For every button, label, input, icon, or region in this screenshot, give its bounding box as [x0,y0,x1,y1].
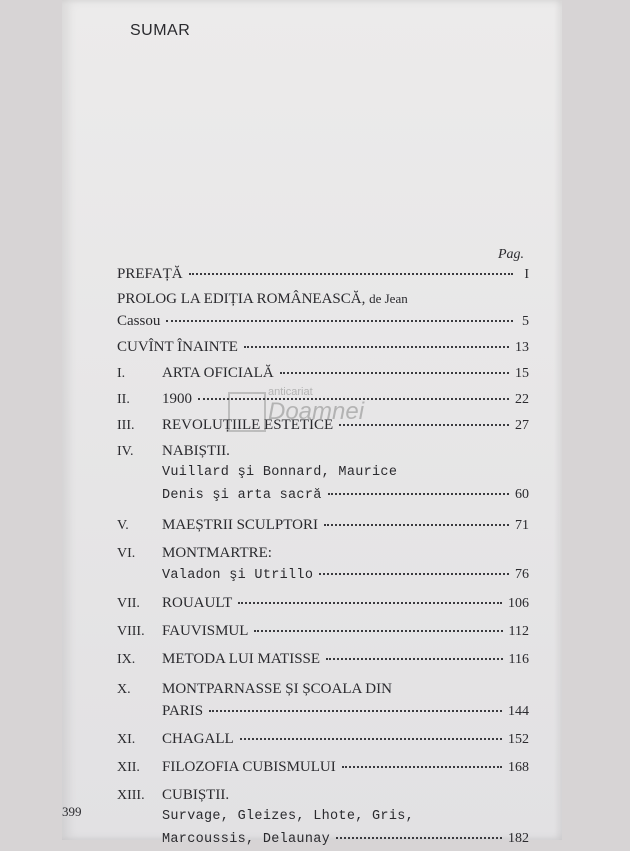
toc-entry [117,542,529,586]
entry-title: NABIȘTII. [162,443,230,459]
toc-entry [117,362,529,384]
toc-entry [117,336,529,358]
dot-leader [280,372,509,374]
entry-title-continued: PARIS [162,703,204,719]
toc-entry [117,756,529,778]
dot-leader [342,766,502,768]
entry-page: 5 [522,314,529,329]
entry-subtitle: Marcoussis, Delaunay [162,832,331,847]
entry-page: 13 [515,340,529,355]
entry-title: CUVÎNT ÎNAINTE [117,339,238,355]
entry-subtitle: Survage, Gleizes, Lhote, Gris, [162,809,415,824]
toc-entry [117,620,529,642]
entry-page: 27 [515,418,529,433]
toc-entry [117,784,529,850]
dot-leader [166,320,513,322]
entry-page: 22 [515,392,529,407]
dot-leader [328,493,509,495]
entry-number: IX. [117,652,136,667]
entry-number: VIII. [117,624,145,639]
entry-number: III. [117,418,135,433]
page-number-footer: 399 [62,804,82,819]
entry-title: CHAGALL [162,731,234,747]
entry-page: 182 [508,831,529,846]
entry-number: XI. [117,732,136,747]
entry-page: 112 [508,624,529,639]
entry-title: PREFAȚĂ [117,266,183,282]
entry-page: I [524,267,529,282]
toc-entry [117,648,529,670]
entry-number: XII. [117,760,140,775]
dot-leader [339,424,509,426]
entry-number: IV. [117,444,134,459]
dot-leader [238,602,502,604]
toc-entry [117,678,529,722]
dot-leader [209,710,502,712]
entry-title: 1900 [162,391,192,407]
dot-leader [244,346,509,348]
toc-entry [117,514,529,536]
entry-subtitle: Vuillard şi Bonnard, Maurice [162,465,398,480]
toc-entry [117,414,529,436]
entry-title: FAUVISMUL [162,623,249,639]
entry-title: FILOZOFIA CUBISMULUI [162,759,336,775]
toc-entry [117,728,529,750]
entry-page: 71 [515,518,529,533]
entry-title-continued: Cassou [117,313,161,329]
dot-leader [189,273,513,275]
entry-number: VII. [117,596,140,611]
entry-page: 76 [515,567,529,582]
contents-heading: SUMAR [130,22,191,39]
entry-subtitle: Valadon şi Utrillo [162,568,314,583]
toc-entry [117,388,529,410]
entry-page: 60 [515,487,529,502]
toc-entry [117,592,529,614]
entry-title: CUBIȘTII. [162,787,230,803]
entry-subtitle: Denis şi arta sacră [162,488,322,503]
entry-page: 152 [508,732,529,747]
toc-entry [117,440,529,506]
entry-page: 106 [508,596,529,611]
entry-number: X. [117,682,131,697]
entry-page: 15 [515,366,529,381]
dot-leader [324,524,509,526]
entry-title: ARTA OFICIALĂ [162,365,274,381]
entry-number: II. [117,392,130,407]
table-of-contents [117,263,529,850]
dot-leader [326,658,502,660]
entry-title: METODA LUI MATISSE [162,651,321,667]
page-column-label: Pag. [498,247,525,262]
entry-title: REVOLUȚIILE ESTETICE [162,417,334,433]
entry-number: XIII. [117,788,145,803]
entry-page: 116 [508,652,529,667]
entry-title: MONTPARNASSE ȘI ȘCOALA DIN [162,681,392,697]
entry-page: 144 [508,704,529,719]
dot-leader [319,573,509,575]
watermark-small-text: anticariat [268,386,313,398]
entry-number: VI. [117,546,136,561]
entry-title: ROUAULT [162,595,233,611]
entry-title-suffix: de Jean [369,291,408,306]
dot-leader [198,398,509,400]
toc-entry [117,263,529,285]
entry-number: I. [117,366,126,381]
entry-number: V. [117,518,129,533]
entry-title: PROLOG LA EDIȚIA ROMÂNEASCĂ, [117,291,366,307]
dot-leader [336,837,502,839]
entry-title: MONTMARTRE: [162,545,272,561]
entry-page: 168 [508,760,529,775]
watermark-big-text: Doamnei [268,398,365,425]
entry-title: MAEȘTRII SCULPTORI [162,517,318,533]
toc-entry [117,288,529,332]
dot-leader [254,630,502,632]
dot-leader [240,738,502,740]
